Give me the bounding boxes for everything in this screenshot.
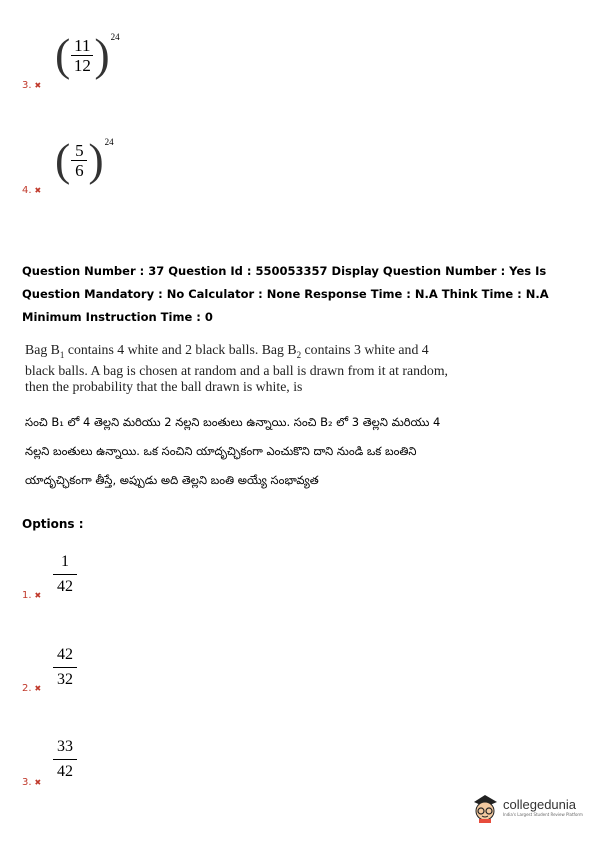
- question-text-english: Bag $B_1$ contains 4 white and 2 black balls. Bag $B_2$ contains 3 white and 4 black balls. A bag is chosen at random and a ball is drawn from it at random, then the probability that the ball drawn is white, is: [25, 342, 449, 394]
- question-text-telugu: సంచి B₁ లో 4 తెల్లని మరియు 2 నల్లని బంతులు ఉన్నాయి. సంచి B₂ లో 3 తెల్లని మరియు 4 నల్లని బంతులు ఉన్నాయి. ఒక సంచిని యాదృచ్ఛికంగా ఎంచుకొని దాని నుండి ఒక బంతిని యాదృచ్ఛికంగా తీస్తే, అప్పుడు అది తెల్లని బంతి అయ్యే సంభావ్యత: [25, 415, 441, 487]
- exponent: 24: [110, 32, 120, 42]
- prev-option-4-fraction: ( $\frac{5}{6}$ ) 24: [55, 134, 114, 185]
- collegedunia-logo: [470, 792, 583, 824]
- option-3-fraction: [50, 737, 80, 782]
- numerator: 11: [74, 35, 91, 55]
- denominator: 6: [75, 160, 84, 180]
- cross-icon: ✖: [34, 684, 42, 693]
- numerator: 5: [75, 140, 84, 160]
- denominator: 12: [73, 55, 91, 75]
- denominator: 32: [57, 671, 73, 688]
- option-1-label[interactable]: 1. ✖: [22, 590, 42, 601]
- numerator: 33: [57, 738, 73, 755]
- prev-option-3-fraction: ( $\frac{11}{12}$ ) 24: [55, 29, 120, 80]
- numerator: 42: [57, 646, 73, 663]
- logo-tagline: India's Largest Student Review Platform: [503, 812, 583, 817]
- option-3-label[interactable]: 3. ✖: [22, 777, 42, 788]
- prev-option-3-label: 3. ✖: [22, 80, 42, 91]
- cross-icon: ✖: [34, 81, 42, 90]
- cross-icon: ✖: [34, 591, 42, 600]
- option-2-label[interactable]: 2. ✖: [22, 683, 42, 694]
- prev-option-4-label: 4. ✖: [22, 185, 42, 196]
- option-2-fraction: [50, 645, 80, 690]
- options-label: Options :: [22, 517, 84, 531]
- logo-name: collegedunia: [503, 797, 577, 812]
- exponent: 24: [104, 137, 114, 147]
- cross-icon: ✖: [34, 186, 42, 195]
- denominator: 42: [57, 763, 73, 780]
- mascot-icon: [470, 792, 500, 824]
- question-meta: Question Number : 37 Question Id : 550053357 Display Question Number : Yes Is Question Mandatory : No Calculator : None Response Time : N.A Think Time : N.A Minimum Instruction Time : 0: [22, 264, 549, 324]
- numerator: 1: [61, 553, 69, 570]
- cross-icon: ✖: [34, 778, 42, 787]
- option-1-fraction: [50, 552, 80, 597]
- denominator: 42: [57, 578, 73, 595]
